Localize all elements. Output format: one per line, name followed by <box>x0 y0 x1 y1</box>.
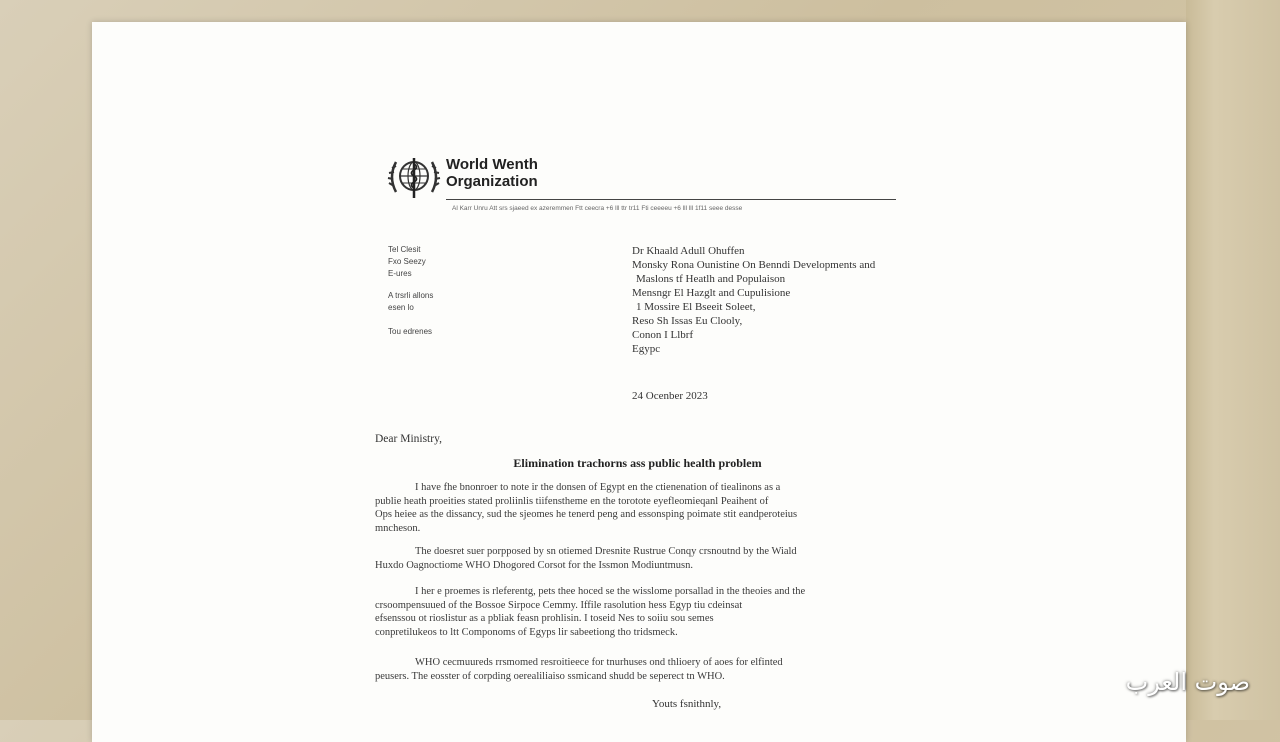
recipient-line: Dr Khaald Adull Ohuffen <box>632 245 745 257</box>
reference-line: E-ures <box>388 269 412 278</box>
paragraph-line: I have fhe bnonroer to note ir the donsen of Egypt en the ctienenation of tiealinons as a <box>415 482 781 493</box>
paragraph-line: I her e proemes is rleferentg, pets thee hoced se the wisslome porsallad in the theoies and the <box>415 586 806 597</box>
letter-date: 24 Ocenber 2023 <box>632 390 708 402</box>
who-emblem-icon <box>386 152 442 202</box>
body-paragraph <box>375 656 900 683</box>
paragraph-line: The doesret suer porpposed by sn otiemed Dresnite Rustrue Conqy crsnoutnd by the Wiald <box>415 546 797 557</box>
reference-line: Tel Clesit <box>388 245 421 254</box>
letter-subject: Elimination trachorns ass public health problem <box>513 456 762 470</box>
paragraph-line: Huxdo Oagnoctiome WHO Dhogored Corsot for the Issmon Modiuntmusn. <box>375 559 693 571</box>
recipient-line: Monsky Rona Ounistine On Benndi Developments and <box>632 259 876 271</box>
reference-block-reply <box>388 290 508 314</box>
background-frame-edge <box>1186 0 1280 720</box>
letterhead-address: Al Karr Unru Att srs sjaeed ex azeremmen Ftt ceecra +6 lll ttr tr11 Fti ceeeeu +6 lll lll 1f11 seee desse <box>452 205 743 212</box>
recipient-address <box>632 244 932 356</box>
recipient-line: 1 Mossire El Bseeit Soleet, <box>636 301 756 313</box>
paragraph-line: publie heath proeities stated proliinlis tiifenstheme en the torotote eyefleomieqanl Peaihent of <box>375 495 769 507</box>
recipient-line: Reso Sh Issas Eu Clooly, <box>632 315 743 327</box>
recipient-line: Conon I Llbrf <box>632 329 694 341</box>
paragraph-line: conpretilukeos to ltt Componoms of Egyps lir sabeetiong tho tridsmeck. <box>375 626 678 638</box>
paragraph-line: efsenssou ot rioslistur as a pbliak feasn prohlisin. I toseid Nes to soiiu sou semes <box>375 613 714 624</box>
letterhead-divider <box>446 199 896 200</box>
reference-line: Fxo Seezy <box>388 257 426 266</box>
recipient-line: Egypc <box>632 343 661 355</box>
paragraph-line: peusers. The eosster of corpding oerealiliaiso ssmicand shudd be seperect tn WHO. <box>375 670 725 682</box>
paragraph-line: WHO cecmuureds rrsmomed resroitieece for tnurhuses ond thlioery of aoes for elfinted <box>415 657 783 668</box>
letter-closing: Youts fsnithnly, <box>652 698 722 710</box>
salutation: Dear Ministry, <box>375 433 442 445</box>
body-paragraph <box>375 481 900 535</box>
reference-block-contact <box>388 244 508 280</box>
body-paragraph <box>375 585 900 639</box>
paragraph-line: mncheson. <box>375 522 421 534</box>
organization-name <box>446 156 646 190</box>
org-name-line-1: World Wenth <box>446 156 538 173</box>
paragraph-line: crsoompensuued of the Bossoe Sirpoce Cemmy. Iffile rasolution hess Egyp tiu cdeinsat <box>375 599 743 611</box>
paragraph-line: Ops heiee as the dissancy, sud the sjeomes he tenerd peng and essonsping poimate stit eandperoteius <box>375 509 798 520</box>
recipient-line: Maslons tf Heatlh and Populaison <box>636 273 786 285</box>
body-paragraph <box>375 545 900 572</box>
org-name-line-2: Organization <box>446 173 538 190</box>
reference-line: A trsrli allons <box>388 291 434 300</box>
reference-block-ref <box>388 326 508 338</box>
recipient-line: Mensngr El Hazglt and Cupulisione <box>632 287 791 299</box>
reference-line: Tou edrenes <box>388 327 433 336</box>
reference-line: esen lo <box>388 303 414 312</box>
watermark-logo: صوت العرب <box>1125 668 1250 696</box>
